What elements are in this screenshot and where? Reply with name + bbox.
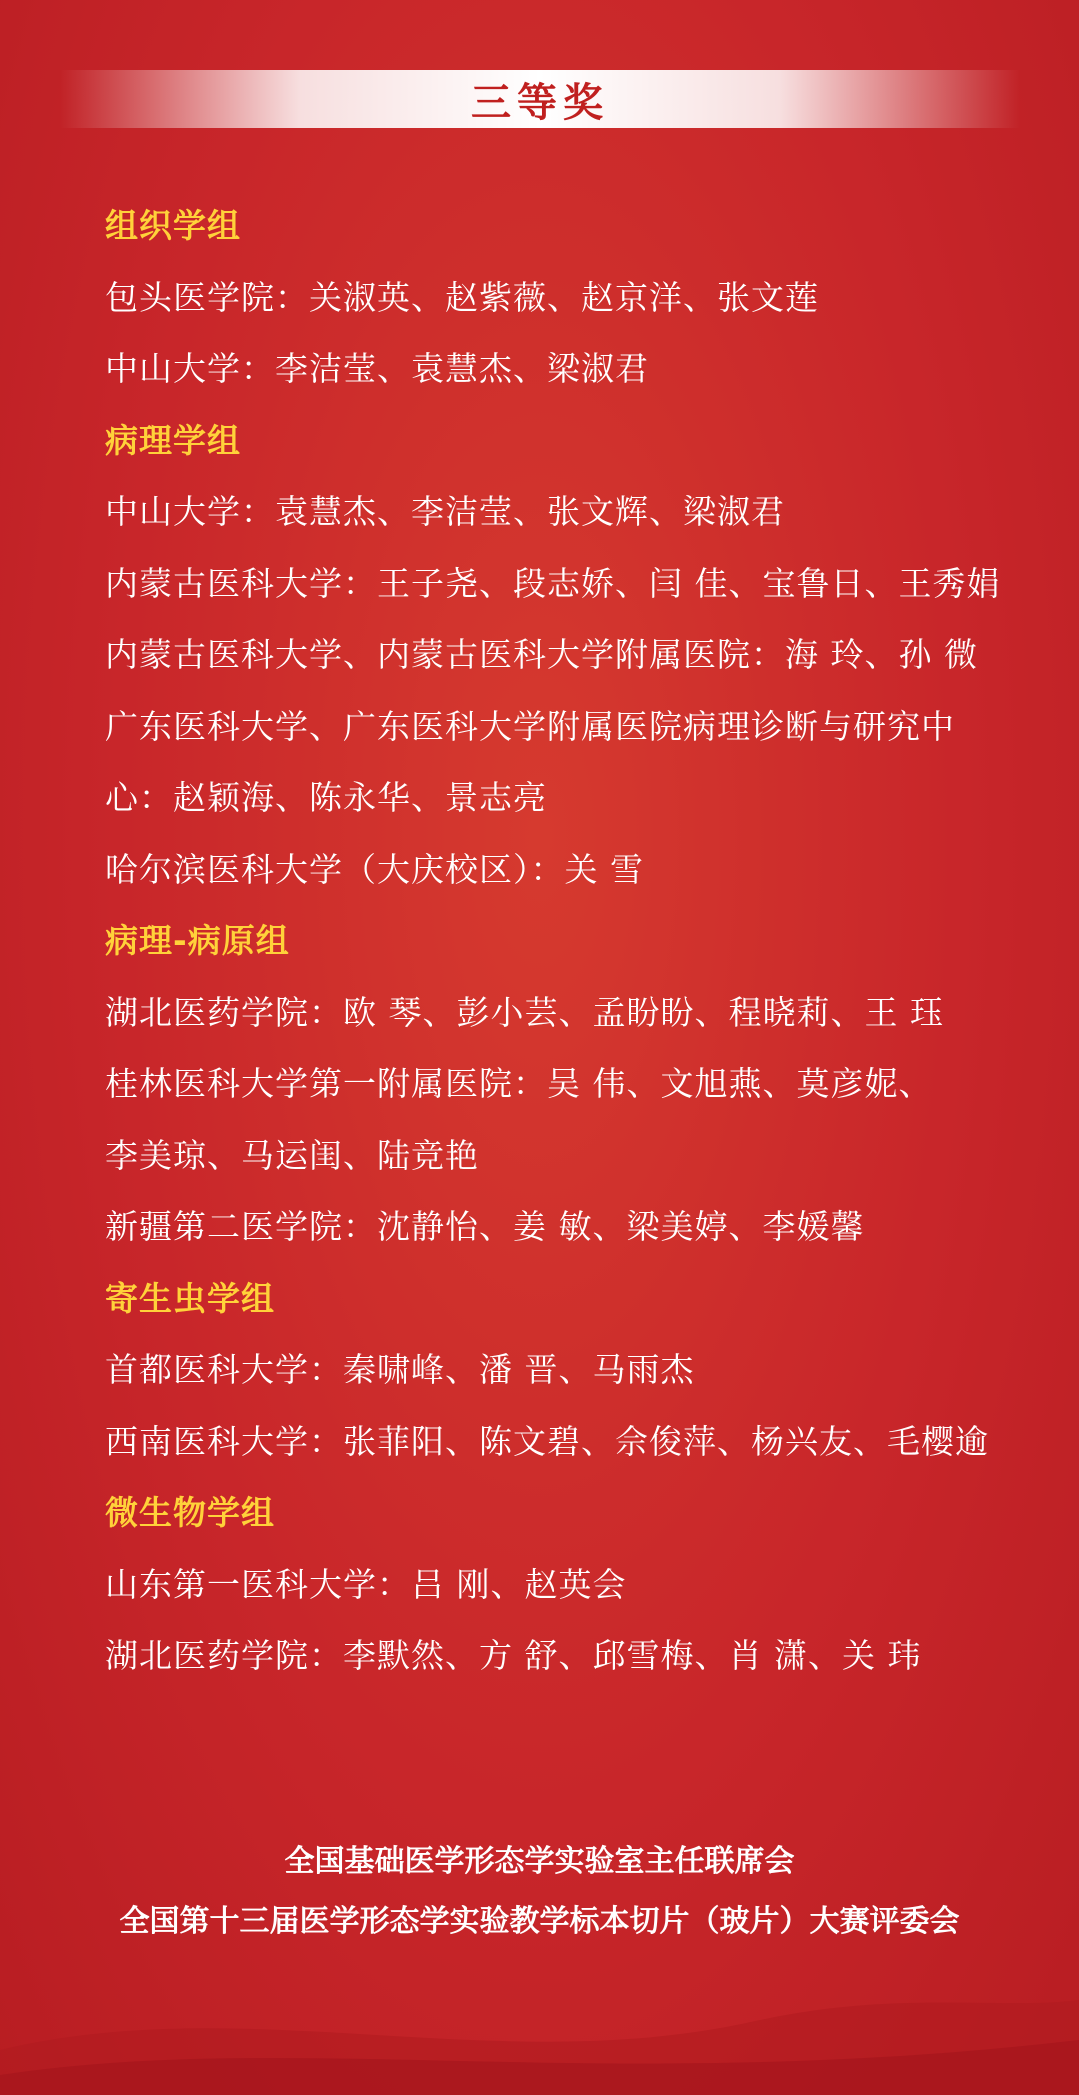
- footer-organizer-2: 全国第十三届医学形态学实验教学标本切片（玻片）大赛评委会: [119, 1904, 960, 1939]
- decorative-wave: [0, 1960, 1079, 2095]
- group-heading: 病理-病原组: [105, 921, 290, 960]
- award-entry: 内蒙古医科大学、内蒙古医科大学附属医院：海 玲、孙 微: [105, 635, 978, 674]
- award-entry: 李美琼、马运闺、陆竞艳: [105, 1135, 479, 1175]
- award-entry: 中山大学：李洁莹、袁慧杰、梁淑君: [105, 349, 649, 388]
- award-entry: 西南医科大学：张菲阳、陈文碧、佘俊萍、杨兴友、毛樱逾: [105, 1421, 989, 1461]
- award-entry: 心：赵颖海、陈永华、景志亮: [105, 778, 547, 817]
- footer-organizer-1: 全国基础医学形态学实验室主任联席会: [284, 1844, 795, 1879]
- title-banner: [60, 70, 1020, 128]
- group-heading: 组织学组: [105, 206, 241, 245]
- award-entry: 山东第一医科大学：吕 刚、赵英会: [105, 1564, 627, 1604]
- award-entry: 广东医科大学、广东医科大学附属医院病理诊断与研究中: [105, 706, 955, 746]
- award-entry: 新疆第二医学院：沈静怡、姜 敏、梁美婷、李媛馨: [105, 1207, 865, 1246]
- award-entry: 首都医科大学：秦啸峰、潘 晋、马雨杰: [105, 1350, 695, 1389]
- award-entry: 桂林医科大学第一附属医院：吴 伟、文旭燕、莫彦妮、: [105, 1064, 933, 1103]
- group-heading: 寄生虫学组: [105, 1278, 275, 1318]
- award-entry: 哈尔滨医科大学（大庆校区）：关 雪: [105, 849, 644, 889]
- page-title: 三等奖: [471, 79, 609, 126]
- award-entry: 包头医学院：关淑英、赵紫薇、赵京洋、张文莲: [105, 277, 819, 317]
- award-entry: 中山大学：袁慧杰、李洁莹、张文辉、梁淑君: [105, 492, 785, 531]
- group-heading: 病理学组: [105, 420, 241, 460]
- award-entry: 内蒙古医科大学：王子尧、段志娇、闫 佳、宝鲁日、王秀娟: [105, 563, 1001, 603]
- award-entry: 湖北医药学院：李默然、方 舒、邱雪梅、肖 潇、关 玮: [105, 1636, 922, 1675]
- group-heading: 微生物学组: [105, 1493, 275, 1532]
- award-list: [105, 190, 1025, 1692]
- award-entry: 湖北医药学院：欧 琴、彭小芸、孟盼盼、程晓莉、王 珏: [105, 992, 944, 1032]
